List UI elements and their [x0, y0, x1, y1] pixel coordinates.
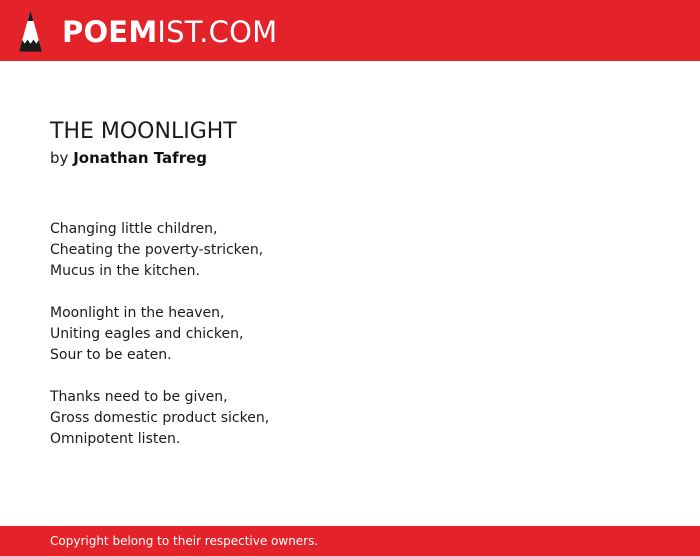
logo-wordmark-bold: POEM — [62, 14, 158, 49]
copyright-notice: Copyright belong to their respective owners. — [50, 534, 319, 548]
poem-body — [50, 219, 269, 471]
logo-wordmark-light: IST.COM — [157, 14, 278, 49]
poem-line: Cheating the poverty-stricken, — [50, 242, 264, 258]
site-logo-link[interactable] — [18, 9, 277, 53]
poem-title: THE MOONLIGHT — [50, 119, 237, 144]
poem-stanza-2 — [50, 303, 269, 366]
pencil-icon — [18, 10, 43, 52]
byline-prefix: by — [50, 149, 69, 167]
author-name: Jonathan Tafreg — [73, 149, 208, 167]
poem-line: Omnipotent listen. — [50, 431, 181, 447]
poem-stanza-3 — [50, 387, 269, 450]
poem-line: Thanks need to be given, — [50, 389, 228, 405]
poem-byline — [50, 148, 207, 168]
site-header — [0, 0, 700, 61]
poem-line: Changing little children, — [50, 221, 218, 237]
poem-stanza-1 — [50, 219, 269, 282]
site-footer — [0, 526, 700, 556]
poem-line: Gross domestic product sicken, — [50, 410, 270, 426]
poem-line: Mucus in the kitchen. — [50, 263, 200, 279]
poem-line: Sour to be eaten. — [50, 347, 172, 363]
logo-wordmark — [62, 14, 278, 49]
poem-line: Moonlight in the heaven, — [50, 305, 225, 321]
poem-line: Uniting eagles and chicken, — [50, 326, 244, 342]
